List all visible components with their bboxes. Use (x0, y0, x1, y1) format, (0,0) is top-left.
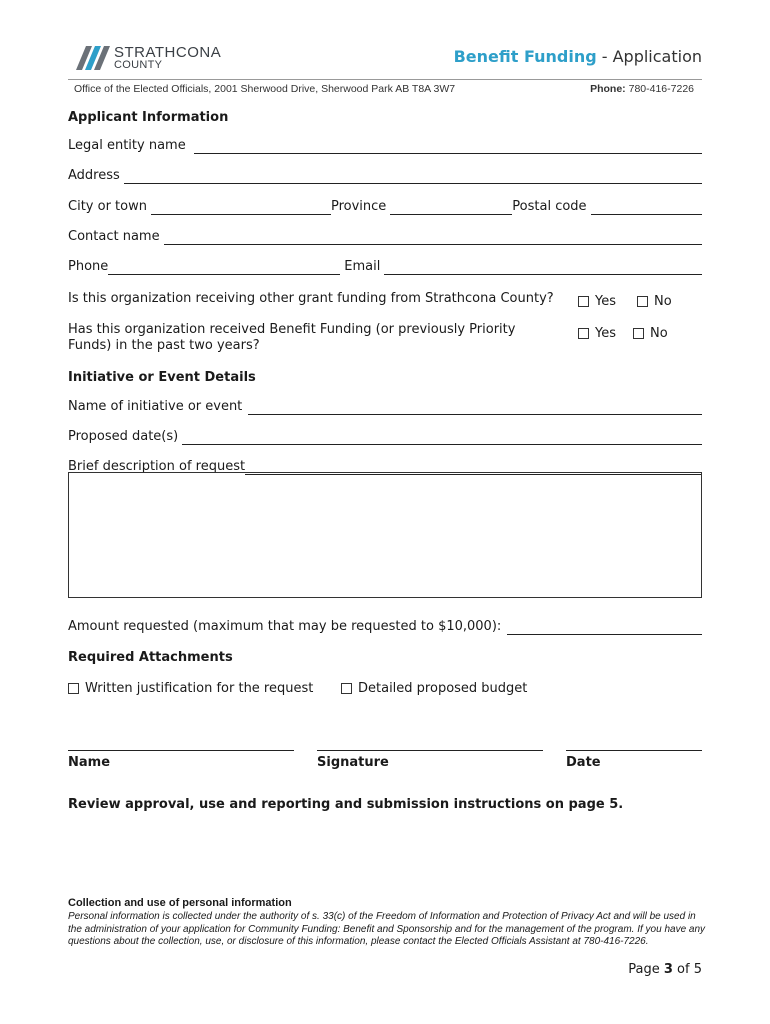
q2-yes-checkbox[interactable] (578, 328, 589, 339)
province-label: Province (330, 199, 387, 214)
legal-entity-input[interactable] (194, 140, 702, 154)
q1-no-checkbox[interactable] (637, 296, 648, 307)
address-input[interactable] (124, 170, 702, 184)
page-current: 3 (663, 962, 673, 977)
contact-name-field[interactable] (68, 227, 702, 245)
postal-code-label: Postal code (512, 199, 587, 214)
logo-line2: COUNTY (114, 59, 163, 71)
q2-yes-label: Yes (595, 326, 616, 341)
contact-name-label: Contact name (68, 229, 160, 244)
name-signature-line[interactable] (68, 750, 294, 751)
legal-entity-label: Legal entity name (68, 138, 186, 153)
attachment-budget-option[interactable] (341, 681, 527, 696)
city-label: City or town (68, 199, 147, 214)
q1-no-option[interactable] (637, 294, 672, 309)
description-textarea[interactable] (68, 472, 702, 598)
title-rest: - Application (596, 47, 702, 66)
initiative-section-title: Initiative or Event Details (68, 370, 256, 385)
initiative-name-label: Name of initiative or event (68, 399, 243, 414)
email-input[interactable] (384, 261, 702, 275)
q1-yes-option[interactable] (578, 294, 616, 309)
attachment-justification-option[interactable] (68, 681, 313, 696)
phone-input[interactable] (108, 261, 340, 275)
logo-mark-icon (74, 44, 110, 72)
header-divider (68, 79, 702, 80)
strathcona-county-logo (74, 44, 234, 74)
q1-yes-label: Yes (595, 294, 616, 309)
document-title (454, 47, 702, 66)
amount-requested-field[interactable] (68, 617, 702, 635)
q2-yes-option[interactable] (578, 326, 616, 341)
q2-no-checkbox[interactable] (633, 328, 644, 339)
amount-requested-input[interactable] (507, 621, 702, 635)
logo-line1: STRATHCONA (114, 44, 222, 61)
proposed-dates-input[interactable] (182, 431, 702, 445)
phone-label: Phone: (590, 83, 626, 95)
date-signature-line[interactable] (566, 750, 702, 751)
privacy-text: Personal information is collected under the authority of s. 33(c) of the Freedom of Information and Protection of Privacy Act and will be used in the administration of your application for Community Funding: Benefit and Sponsorship and for the management of the program. If you have any questions about the collection, use, or disclosure of this information, please contact the Elected Officials Assistant at 780-416-7226. (68, 911, 706, 947)
q2-no-option[interactable] (633, 326, 668, 341)
phone-email-row (68, 257, 702, 275)
page-prefix: Page (628, 962, 664, 977)
contact-name-input[interactable] (164, 231, 702, 245)
grant-funding-question: Is this organization receiving other grant funding from Strathcona County? (68, 291, 554, 306)
q1-yes-checkbox[interactable] (578, 296, 589, 307)
title-accent: Benefit Funding (453, 47, 597, 66)
q2-no-label: No (650, 326, 668, 341)
q1-no-label: No (654, 294, 672, 309)
address-label: Address (68, 168, 120, 183)
office-address: Office of the Elected Officials, 2001 Sherwood Drive, Sherwood Park AB T8A 3W7 (74, 83, 456, 95)
city-input[interactable] (151, 201, 331, 215)
signature-line[interactable] (317, 750, 543, 751)
office-phone (590, 83, 694, 95)
email-label: Email (344, 259, 381, 274)
city-province-postal-row (68, 197, 702, 215)
applicant-section-title: Applicant Information (68, 110, 229, 125)
date-label: Date (566, 755, 601, 770)
initiative-name-input[interactable] (248, 401, 702, 415)
phone-label-field: Phone (68, 259, 109, 274)
postal-code-input[interactable] (591, 201, 702, 215)
province-input[interactable] (390, 201, 512, 215)
signature-label: Signature (317, 755, 389, 770)
benefit-funding-question: Has this organization received Benefit Funding (or previously Priority Funds) in the past two years? (68, 322, 516, 353)
amount-requested-label: Amount requested (maximum that may be requested to $10,000): (68, 619, 502, 634)
justification-checkbox[interactable] (68, 683, 79, 694)
name-signature-label: Name (68, 755, 111, 770)
budget-checkbox[interactable] (341, 683, 352, 694)
address-field[interactable] (68, 166, 702, 184)
justification-label: Written justification for the request (85, 681, 314, 696)
description-label: Brief description of request (68, 459, 246, 474)
review-instructions: Review approval, use and reporting and submission instructions on page 5. (68, 797, 624, 812)
proposed-dates-label: Proposed date(s) (68, 429, 179, 444)
attachments-section-title: Required Attachments (68, 650, 233, 665)
page-suffix: of 5 (672, 962, 702, 977)
budget-label: Detailed proposed budget (358, 681, 528, 696)
initiative-name-field[interactable] (68, 397, 702, 415)
phone-value: 780-416-7226 (625, 83, 694, 95)
legal-entity-field[interactable] (68, 136, 702, 154)
privacy-title: Collection and use of personal information (68, 897, 292, 909)
page-number (628, 962, 702, 977)
proposed-dates-field[interactable] (68, 427, 702, 445)
